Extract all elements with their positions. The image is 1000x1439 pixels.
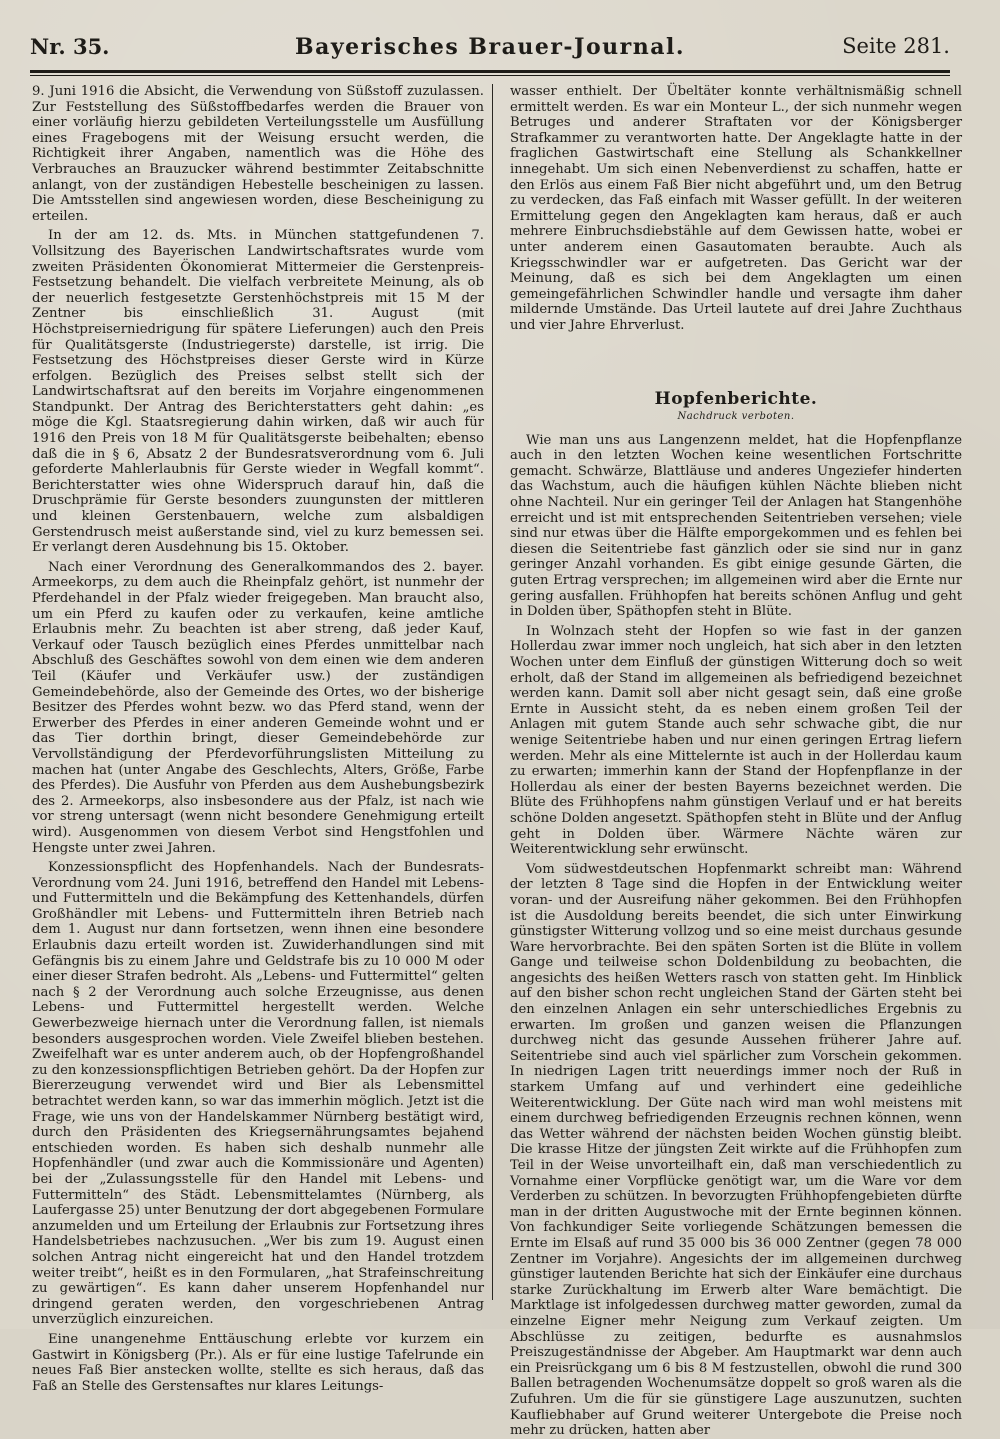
page-number: Seite 281. (842, 34, 950, 58)
header-rule (30, 70, 950, 73)
report-paragraph: In Wolnzach steht der Hopfen so wie fast in der ganzen Hollerdau zwar immer noch ungleich, hat sich aber in den letzten Wochen unter dem Einfluß der günstigen Witterung doch so weit erholt, daß der Stand im allgemeinen als befriedigend bezeichnet werden kann. Damit soll aber nicht gesagt sein, daß eine große Ernte in Aussicht steht, da es neben einem großen Teil der Anlagen mit gutem Stande auch sehr schwache gibt, die nur wenige Seitentriebe haben und nur einen geringen Ertrag liefern werden. Mehr als eine Mittelernte ist auch in der Hollerdau kaum zu erwarten; immerhin kann der Stand der Hopfenpflanze in der Hollerdau als einer der besten Bayerns bezeichnet werden. Die Blüte des Frühhopfens nahm günstigen Verlauf und er hat bereits schöne Dolden angesetzt. Späthopfen steht in Blüte und der Anflug geht in Dolden über. Wärmere Nächte wären zur Weiterentwicklung sehr erwünscht. (510, 623, 962, 858)
column-divider (492, 84, 493, 1300)
right-column (510, 84, 962, 1439)
article-paragraph: In der am 12. ds. Mts. in München stattgefundenen 7. Vollsitzung des Bayerischen Landwirtschaftsrates wurde vom zweiten Präsidenten Ökonomierat Mittermeier die Gerstenpreis-Festsetzung behandelt. Die vielfach verbreitete Meinung, als ob der neuerlich festgesetzte Gerstenhöchstpreis mit 15 M der Zentner bis einschließlich 31. August (mit Höchstpreiserniedrigung für spätere Lieferungen) auch den Preis für Qualitätsgerste (Industriegerste) darstelle, ist irrig. Die Festsetzung des Höchstpreises dieser Gerste wird in Kürze erfolgen. Bezüglich des Preises selbst stellt sich der Landwirtschaftsrat auf den bereits im Vorjahre eingenommenen Standpunkt. Der Antrag des Berichterstatters geht dahin: „es möge die Kgl. Staatsregierung dahin wirken, daß wir auch für 1916 den Preis von 18 M für Qualitätsgerste beibehalten; ebenso daß die in § 6, Absatz 2 der Bundesratsverordnung vom 6. Juli geforderte Mahlerlaubnis für Gerste wieder in Wegfall kommt“. Berichterstatter wies ohne Widerspruch darauf hin, daß die Druschprämie für Gerste besonders zuungunsten der mittleren und kleinen Gerstenbauern, welche zum alsbaldigen Gerstendrusch meist außerstande sind, viel zu kurz bemessen sei. Er verlangt deren Ausdehnung bis 15. Oktober. (32, 228, 484, 556)
article-paragraph: Nach einer Verordnung des Generalkommandos des 2. bayer. Armeekorps, zu dem auch die Rheinpfalz gehört, ist nunmehr der Pferdehandel in der Pfalz wieder freigegeben. Man braucht also, um ein Pferd zu kaufen oder zu verkaufen, keine amtliche Erlaubnis mehr. Zu beachten ist aber streng, daß jeder Kauf, Verkauf oder Tausch bezüglich eines Pferdes unmittelbar nach Abschluß des Geschäftes sowohl von dem einen wie dem anderen Teil (Käufer und Verkäufer usw.) der zuständigen Gemeindebehörde, also der Gemeinde des Ortes, wo der bisherige Besitzer des Pferdes wohnt bezw. wo das Pferd stand, wenn der Erwerber des Pferdes in einer anderen Gemeinde wohnt und er das Tier dorthin bringt, dieser Gemeindebehörde zur Vervollständigung der Pferdevorführungslisten Mitteilung zu machen hat (unter Angabe des Geschlechts, Alters, Größe, Farbe des Pferdes). Die Ausfuhr von Pferden aus dem Aushebungsbezirk des 2. Armeekorps, also insbesondere aus der Pfalz, ist nach wie vor streng untersagt (wenn nicht besondere Genehmigung erteilt wird). Ausgenommen von diesem Verbot sind Hengstfohlen und Hengste unter zwei Jahren. (32, 559, 484, 856)
report-paragraph: Vom südwestdeutschen Hopfenmarkt schreibt man: Während der letzten 8 Tage sind die Hopfen in der Entwicklung weiter voran- und der Ausreifung näher gekommen. Bei den Frühhopfen ist die Ausdoldung bereits beendet, die sich unter Einwirkung günstigster Witterung vollzog und so eine meist durchaus gesunde Ware hervorbrachte. Bei den späten Sorten ist die Blüte in vollem Gange und teilweise schon Doldenbildung zu beobachten, die angesichts des heißen Wetters rasch von statten geht. Im Hinblick auf den bisher schon recht ungleichen Stand der Gärten steht bei den einzelnen Anlagen ein sehr unterschiedliches Ergebnis zu erwarten. Im großen und ganzen weisen die Pflanzungen durchweg nicht das gesunde Aussehen früherer Jahre auf. Seitentriebe sind auch viel spärlicher zum Vorschein gekommen. In niedrigen Lagen tritt neuerdings immer noch der Ruß in starkem Umfang auf und verhindert eine gedeihliche Weiterentwicklung. Der Güte nach wird man wohl meistens mit einem durchweg befriedigenden Erzeugnis rechnen können, wenn das Wetter während der nächsten beiden Wochen günstig bleibt. Die krasse Hitze der jüngsten Zeit wirkte auf die Frühhopfen zum Teil in der Weise unvorteilhaft ein, daß man verschiedentlich zu Vornahme einer Vorpflücke genötigt war, um die Ware vor dem Verderben zu schützen. In bevorzugten Frühhopfengebieten dürfte man in der dritten Augustwoche mit der Ernte beginnen können. Von fachkundiger Seite vorliegende Schätzungen bemessen die Ernte im Elsaß auf rund 35 000 bis 36 000 Zentner (gegen 78 000 Zentner im Vorjahre). Angesichts der im allgemeinen durchweg günstiger lautenden Berichte hat sich der Einkäufer eine durchaus starke Zurückhaltung im Erwerb alter Ware bemächtigt. Die Marktlage ist infolgedessen durchweg matter geworden, zumal da einzelne Eigner mehr Neigung zum Verkauf zeigten. Um Abschlüsse zu zeitigen, bedurfte es ausnahmslos Preiszugeständnisse der Abgeber. Am Hauptmarkt war denn auch ein Preisrückgang um 6 bis 8 M festzustellen, obwohl die rund 300 Ballen betragenden Wochenumsätze doppelt so groß waren als die Zufuhren. Um die für sie günstigere Lage auszunutzen, suchten Kaufliebhaber auf Grund weiterer Untergebote die Preise noch mehr zu drücken, hatten aber (510, 861, 962, 1439)
article-paragraph: Eine unangenehme Enttäuschung erlebte vor kurzem ein Gastwirt in Königsberg (Pr.). Als er für eine lustige Tafelrunde ein neues Faß Bier anstecken wollte, stellte es sich heraus, daß das Faß an Stelle des Gerstensaftes nur klares Leitungs- (32, 1331, 484, 1394)
header-rule-thin (30, 75, 950, 76)
left-column (32, 84, 484, 1394)
page-header (30, 34, 950, 66)
section-title: Hopfenberichte. (654, 388, 818, 409)
report-paragraph: Wie man uns aus Langenzenn meldet, hat die Hopfenpflanze auch in den letzten Wochen keine wesentlichen Fortschritte gemacht. Schwärze, Blattläuse und anderes Ungeziefer hinderten das Wachstum, auch die häufigen kühlen Nächte blieben nicht ohne Nachteil. Nur ein geringer Teil der Anlagen hat Stangenhöhe erreicht und ist mit entsprechenden Seitentrieben versehen; viele sind nur etwas über die Hälfte emporgekommen und es fehlen bei diesen die Seitentriebe fast gänzlich oder sie sind nur in ganz geringer Anzahl vorhanden. Es gibt einige gesunde Gärten, die guten Ertrag versprechen; im allgemeinen wird aber die Ernte nur gering ausfallen. Frühhopfen hat bereits schönen Anflug und geht in Dolden über, Späthopfen steht in Blüte. (510, 432, 962, 620)
article-paragraph: Konzessionspflicht des Hopfenhandels. Nach der Bundesrats-Verordnung vom 24. Juni 1916, betreffend den Handel mit Lebens- und Futtermitteln und die Bekämpfung des Kettenhandels, dürfen Großhändler mit Lebens- und Futtermitteln ihren Betrieb nach dem 1. August nur dann fortsetzen, wenn ihnen eine besondere Erlaubnis dazu erteilt worden ist. Zuwiderhandlungen sind mit Gefängnis bis zu einem Jahre und Geldstrafe bis zu 10 000 M oder einer dieser Strafen bedroht. Als „Lebens- und Futtermittel“ gelten nach § 2 der Verordnung auch solche Erzeugnisse, aus denen Lebens- und Futtermittel hergestellt werden. Welche Gewerbezweige hiernach unter die Verordnung fallen, ist niemals besonders ausgesprochen worden. Viele Zweifel blieben bestehen. Zweifelhaft war es unter anderem auch, ob der Hopfengroßhandel zu den konzessionspflichtigen Betrieben gehört. Da der Hopfen zur Biererzeugung verwendet wird und Bier als Lebensmittel betrachtet werden kann, so war das immerhin möglich. Jetzt ist die Frage, wie uns von der Handelskammer Nürnberg bestätigt wird, durch den Präsidenten des Kriegsernährungsamtes bejahend entschieden worden. Es haben sich deshalb nunmehr alle Hopfenhändler (und zwar auch die Kommissionäre und Agenten) bei der „Zulassungsstelle für den Handel mit Lebens- und Futtermitteln“ des Städt. Lebensmittelamtes (Nürnberg, als Laufergasse 25) unter Benutzung der dort abgegebenen Formulare anzumelden und um Erteilung der Erlaubnis zur Fortsetzung ihres Handelsbetriebes nachzusuchen. „Wer bis zum 19. August einen solchen Antrag nicht eingereicht hat und den Handel trotzdem weiter treibt“, heißt es in den Formularen, „hat Strafeinschreitung zu gewärtigen“. Es kann daher unserem Hopfenhandel nur dringend geraten werden, den vorgeschriebenen Antrag unverzüglich einzureichen. (32, 860, 484, 1328)
article-paragraph: wasser enthielt. Der Übeltäter konnte verhältnismäßig schnell ermittelt werden. Es war ein Monteur L., der sich nunmehr wegen Betruges und anderer Straftaten vor der Königsberger Strafkammer zu verantworten hatte. Der Angeklagte hatte in der fraglichen Gastwirtschaft eine Stellung als Schankkellner innegehabt. Um sich einen Nebenverdienst zu schaffen, hatte er den Erlös aus einem Faß Bier nicht abgeführt und, um den Betrug zu verdecken, das Faß einfach mit Wasser gefüllt. In der weiteren Ermittelung gegen den Angeklagten kam heraus, daß er auch mehrere Einbruchsdiebstähle auf dem Gewissen hatte, wobei er unter anderem einen Gasautomaten beraubte. Auch als Kriegsschwindler war er aufgetreten. Das Gericht war der Meinung, daß es sich bei dem Angeklagten um einen gemeingefährlichen Schwindler handle und versagte ihm daher mildernde Umstände. Das Urteil lautete auf drei Jahre Zuchthaus und vier Jahre Ehrverlust. (510, 84, 962, 333)
issue-number: Nr. 35. (30, 34, 110, 59)
section-subtitle: Nachdruck verboten. (677, 411, 795, 423)
journal-title: Bayerisches Brauer-Journal. (295, 34, 685, 60)
article-paragraph: 9. Juni 1916 die Absicht, die Verwendung von Süßstoff zuzulassen. Zur Feststellung des Süßstoffbedarfes werden die Brauer von einer vorläufig hierzu gebildeten Verteilungsstelle um Ausfüllung eines Fragebogens mit der Weisung ersucht werden, die Richtigkeit ihrer Angaben, namentlich was die Höhe des Verbrauches an Brauzucker während bestimmter Zeitabschnitte anlangt, von der zuständigen Hebestelle bescheinigen zu lassen. Die Amtsstellen sind angewiesen worden, diese Bescheinigung zu erteilen. (32, 84, 484, 224)
